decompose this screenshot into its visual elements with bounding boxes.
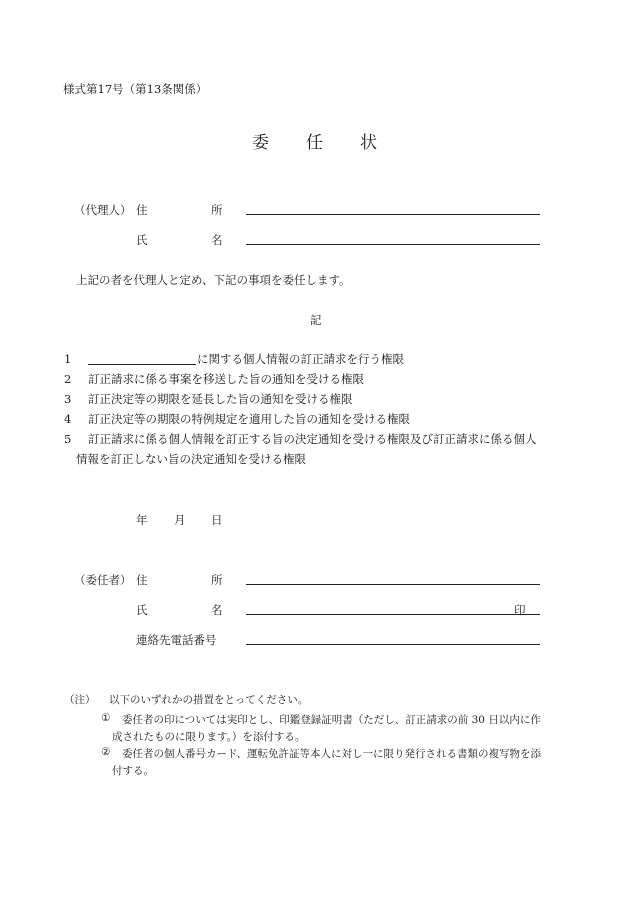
list-item	[64, 351, 404, 367]
note-mark: ②	[101, 746, 111, 758]
list-item	[64, 371, 364, 387]
principal-phone-field[interactable]	[246, 644, 540, 645]
note-text-continuation: 付する。	[112, 765, 154, 777]
agent-address-label-1: 住	[136, 203, 148, 217]
principal-phone-label: 連絡先電話番号	[136, 633, 217, 647]
item-number: 5	[64, 432, 72, 446]
seal-mark: 印	[514, 603, 526, 617]
list-item	[64, 431, 537, 447]
date-day-label: 日	[211, 513, 223, 527]
ki-heading: 記	[310, 313, 322, 327]
item-number: 2	[64, 372, 72, 386]
date-month-label: 月	[174, 513, 186, 527]
agent-address-field[interactable]	[246, 214, 540, 215]
principal-section-label: （委任者）	[74, 573, 132, 587]
list-item	[64, 391, 353, 407]
item-number: 4	[64, 412, 72, 426]
title-char-1: 委	[252, 133, 269, 153]
notes-intro: 以下のいずれかの措置をとってください。	[109, 694, 309, 706]
item-number: 3	[64, 392, 72, 406]
agent-address-label-2: 所	[211, 203, 223, 217]
principal-address-field[interactable]	[246, 584, 540, 585]
item-1-blank-field[interactable]	[88, 353, 196, 365]
title-char-2: 任	[306, 133, 323, 153]
note-mark: ①	[101, 712, 111, 724]
notes-label: （注）	[64, 694, 96, 706]
agent-name-label-1: 氏	[136, 233, 148, 247]
agent-name-label-2: 名	[211, 233, 223, 247]
principal-name-label-2: 名	[211, 603, 223, 617]
date-year-label: 年	[136, 513, 148, 527]
principal-address-label-2: 所	[211, 573, 223, 587]
principal-name-field[interactable]	[246, 614, 540, 615]
agent-name-field[interactable]	[246, 244, 540, 245]
agent-section-label: （代理人）	[74, 203, 132, 217]
list-item	[64, 411, 410, 427]
title-char-3: 状	[360, 133, 377, 153]
note-text: 委任者の印については実印とし、印鑑登録証明書（ただし、訂正請求の前 30 日以内に作	[122, 714, 541, 726]
item-text-continuation: 情報を訂正しない旨の決定通知を受ける権限	[76, 452, 306, 466]
item-text: に関する個人情報の訂正請求を行う権限	[197, 352, 404, 366]
principal-address-label-1: 住	[136, 573, 148, 587]
principal-name-label-1: 氏	[136, 603, 148, 617]
note-text-continuation: 成されたものに限ります。）を添付する。	[112, 731, 306, 743]
item-text: 訂正決定等の期限の特例規定を適用した旨の通知を受ける権限	[88, 412, 410, 426]
delegation-statement: 上記の者を代理人と定め、下記の事項を委任します。	[76, 273, 351, 287]
item-text: 訂正請求に係る個人情報を訂正する旨の決定通知を受ける権限及び訂正請求に係る個人	[88, 432, 537, 446]
note-text: 委任者の個人番号カード、運転免許証等本人に対し一に限り発行される書類の複写物を添	[122, 748, 542, 760]
item-text: 訂正決定等の期限を延長した旨の通知を受ける権限	[88, 392, 353, 406]
item-number: 1	[64, 352, 72, 366]
form-number: 様式第17号（第13条関係）	[63, 82, 208, 96]
item-text: 訂正請求に係る事案を移送した旨の通知を受ける権限	[88, 372, 364, 386]
